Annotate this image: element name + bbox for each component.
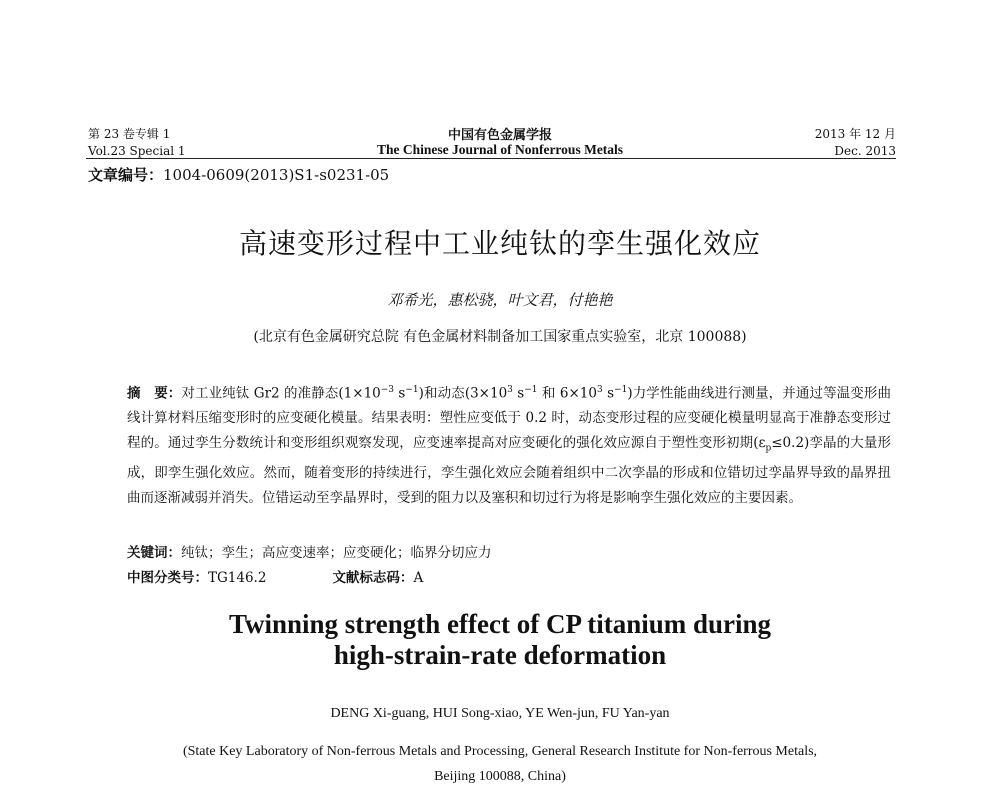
clc-label: 中图分类号：: [127, 570, 208, 586]
authors-cn: 邓希光，惠松骁，叶文君，付艳艳: [387, 291, 613, 309]
abstract-sup: 3: [507, 385, 513, 395]
abstract-sup: −1: [524, 385, 538, 395]
doc-code-value: A: [413, 570, 424, 586]
clc-value: TG146.2: [208, 570, 267, 586]
abstract-text: 对工业纯钛 Gr2 的准静态(1×10: [181, 385, 381, 402]
affiliation-en-line-1: (State Key Laboratory of Non-ferrous Metals and Processing, General Research Institute for Non-ferrous Metals,: [182, 744, 818, 759]
abstract-text: 和 6×10: [537, 385, 597, 402]
volume-en: Vol.23 Special 1: [88, 144, 186, 158]
article-number: [88, 164, 389, 185]
authors-en: DENG Xi-guang, HUI Song-xiao, YE Wen-jun, FU Yan-yan: [330, 706, 670, 721]
abstract-cn: [127, 378, 891, 511]
issue-date-en: Dec. 2013: [834, 144, 896, 158]
affiliation-en-line-2: Beijing 100088, China): [434, 769, 566, 784]
title-en: [0, 609, 1000, 671]
abstract-text: s: [512, 385, 525, 402]
abstract-text: )力学性能曲线进行测量，并通过等温变形曲线计算材料压缩变形时的应变硬化模量。结果表明：塑性应变低于 0.2 时，动态变形过程的应变硬化模量明显高于准静态变形过程的。通过孪生分数统计和变形组织观察发现，应变速率提高对应变硬化的强化效应源自于塑性变形初期(ε: [127, 385, 891, 451]
issue-date-cn: 2013 年 12 月: [814, 127, 896, 141]
keywords-label: 关键词：: [127, 545, 181, 561]
abstract-text: s: [394, 385, 406, 402]
affiliation-cn: (北京有色金属研究总院 有色金属材料制备加工国家重点实验室，北京 100088): [253, 329, 747, 345]
header-rule: [86, 158, 896, 159]
abstract-label: 摘 要：: [127, 385, 182, 402]
article-number-value: 1004-0609(2013)S1-s0231-05: [163, 166, 390, 184]
journal-name-cn: 中国有色金属学报: [447, 128, 552, 143]
title-en-line-1: Twinning strength effect of CP titanium during: [228, 609, 772, 639]
abstract-text: )和动态(3×10: [418, 385, 508, 402]
keywords: [127, 541, 492, 561]
doc-code-label: 文献标志码：: [332, 570, 414, 586]
abstract-text: ≤0.2)孪晶的大量形成，即孪生强化效应。然而，随着变形的持续进行，孪生强化效应会随着组织中二次孪晶的形成和位错切过孪晶界导致的晶界扭曲而逐渐减弱并消失。位错运动至孪晶界时，受到的阻力以及塞积和切过行为将是影响孪生强化效应的主要因素。: [127, 434, 891, 506]
abstract-sub: p: [765, 443, 772, 454]
volume-cn: 第 23 卷专辑 1: [88, 127, 171, 141]
title-en-line-2: high-strain-rate deformation: [333, 640, 667, 670]
article-number-label: 文章编号：: [88, 166, 164, 184]
title-cn: 高速变形过程中工业纯钛的孪生强化效应: [238, 227, 761, 260]
abstract-sup: −1: [405, 385, 419, 395]
keywords-value: 纯钛；孪生；高应变速率；应变硬化；临界分切应力: [181, 545, 492, 561]
abstract-sup: 3: [596, 385, 603, 395]
abstract-sup: −3: [380, 385, 395, 395]
journal-name-en: The Chinese Journal of Nonferrous Metals: [376, 142, 624, 157]
abstract-text: s: [602, 385, 615, 402]
abstract-sup: −1: [614, 385, 628, 395]
classification: [127, 566, 423, 586]
